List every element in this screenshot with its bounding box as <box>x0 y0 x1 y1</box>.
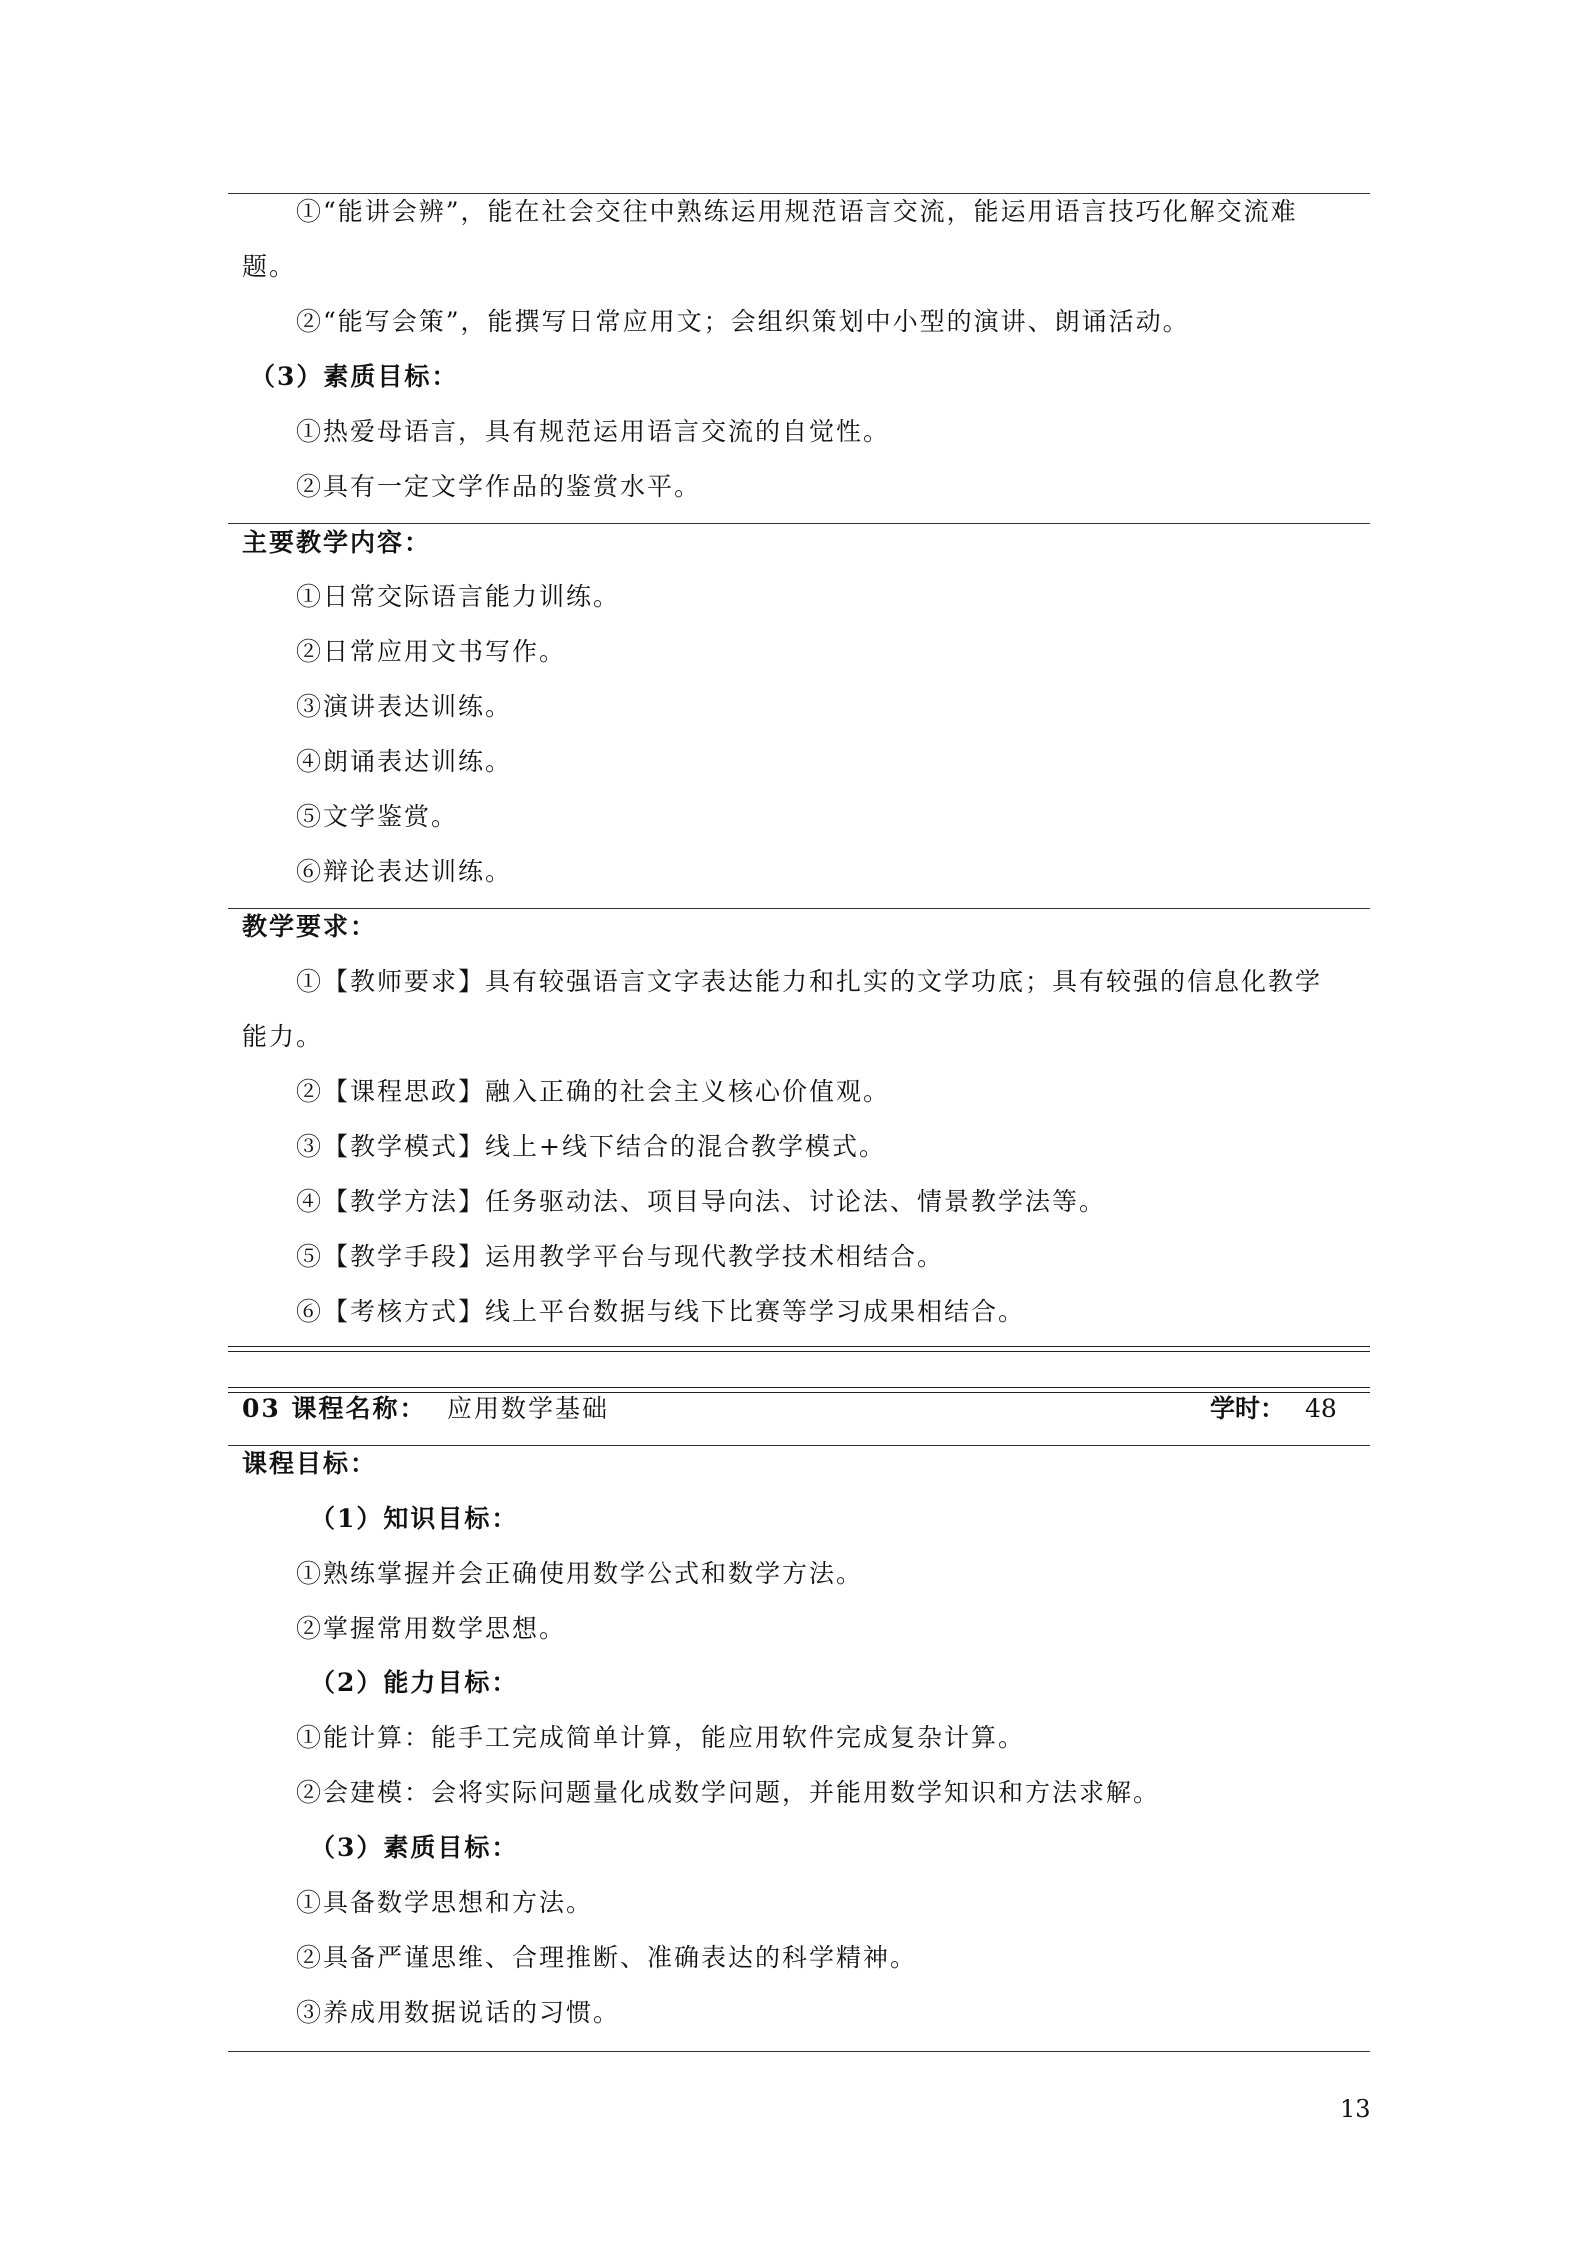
content-item-5: ⑤文学鉴赏。 <box>296 802 459 831</box>
requirement-item-1-cont: 能力。 <box>242 1022 324 1051</box>
row-divider <box>228 523 1370 524</box>
quality-item-1: ①热爱母语言，具有规范运用语言交流的自觉性。 <box>296 417 891 446</box>
quality-item-1: ①具备数学思想和方法。 <box>296 1888 594 1917</box>
ability-item-1-cont: 题。 <box>242 252 297 281</box>
content-item-3: ③演讲表达训练。 <box>296 692 513 721</box>
row-divider <box>228 1445 1370 1446</box>
quality-item-2: ②具有一定文学作品的鉴赏水平。 <box>296 472 702 501</box>
hours-value: 48 <box>1305 1394 1337 1423</box>
requirement-item-1: ①【教师要求】具有较强语言文字表达能力和扎实的文学功底；具有较强的信息化教学 <box>296 967 1323 996</box>
goals-heading: 课程目标： <box>242 1449 378 1478</box>
hours-label: 学时： <box>1210 1394 1286 1423</box>
ability-item-2: ②“能写会策”，能撰写日常应用文；会组织策划中小型的演讲、朗诵活动。 <box>296 307 1190 336</box>
requirement-item-3: ③【教学模式】线上+线下结合的混合教学模式。 <box>296 1132 886 1161</box>
ability-item-1: ①“能讲会辨”，能在社会交往中熟练运用规范语言交流，能运用语言技巧化解交流难 <box>296 197 1298 226</box>
requirement-item-6: ⑥【考核方式】线上平台数据与线下比赛等学习成果相结合。 <box>296 1297 1026 1326</box>
quality-item-2: ②具备严谨思维、合理推断、准确表达的科学精神。 <box>296 1943 918 1972</box>
quality-heading: （3）素质目标： <box>250 362 459 391</box>
knowledge-heading: （1）知识目标： <box>310 1504 519 1533</box>
page-number: 13 <box>1340 2095 1371 2123</box>
content-item-2: ②日常应用文书写作。 <box>296 637 567 666</box>
table-bottom-rule <box>228 1346 1370 1352</box>
quality-item-3: ③养成用数据说话的习惯。 <box>296 1998 621 2027</box>
quality-heading: （3）素质目标： <box>310 1833 519 1862</box>
ability-item-2: ②会建模：会将实际问题量化成数学问题，并能用数学知识和方法求解。 <box>296 1778 1161 1807</box>
requirement-item-2: ②【课程思政】融入正确的社会主义核心价值观。 <box>296 1077 891 1106</box>
content-item-1: ①日常交际语言能力训练。 <box>296 582 621 611</box>
content-heading: 主要教学内容： <box>242 528 432 557</box>
requirement-item-5: ⑤【教学手段】运用教学平台与现代教学技术相结合。 <box>296 1242 945 1271</box>
knowledge-item-2: ②掌握常用数学思想。 <box>296 1614 567 1643</box>
course-name: 应用数学基础 <box>447 1394 610 1423</box>
requirements-heading: 教学要求： <box>242 912 378 941</box>
row-divider <box>228 908 1370 909</box>
table-top-rule <box>228 193 1370 194</box>
ability-heading: （2）能力目标： <box>310 1668 519 1697</box>
table-bottom-rule <box>228 2051 1370 2052</box>
requirement-item-4: ④【教学方法】任务驱动法、项目导向法、讨论法、情景教学法等。 <box>296 1187 1107 1216</box>
knowledge-item-1: ①熟练掌握并会正确使用数学公式和数学方法。 <box>296 1559 864 1588</box>
content-item-4: ④朗诵表达训练。 <box>296 747 513 776</box>
course-label: 03 课程名称： <box>242 1394 427 1423</box>
ability-item-1: ①能计算：能手工完成简单计算，能应用软件完成复杂计算。 <box>296 1723 1026 1752</box>
content-item-6: ⑥辩论表达训练。 <box>296 857 513 886</box>
